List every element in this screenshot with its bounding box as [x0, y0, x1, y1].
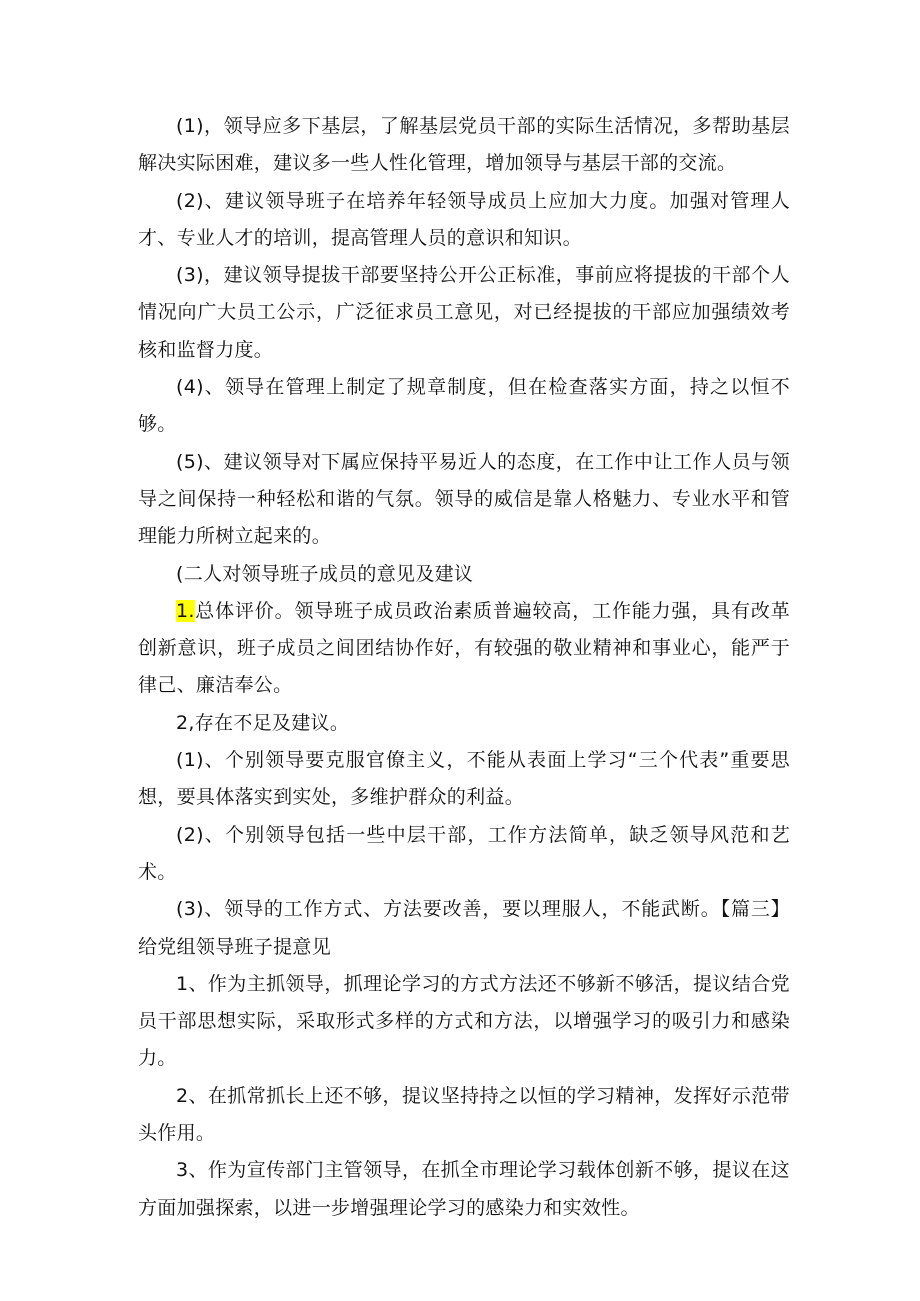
paragraph-10: 2、在抓常抓长上还不够，提议坚持持之以恒的学习精神，发挥好示范带头作用。: [138, 1084, 790, 1145]
paragraph-overall-evaluation: [138, 593, 790, 705]
paragraph-7: (2)、个别领导包括一些中层干部，工作方法简单，缺乏领导风范和艺术。: [138, 823, 790, 883]
document-body: [138, 108, 790, 1227]
paragraph-9: 1、作为主抓领导，抓理论学习的方式方法还不够新不够活，提议结合党员干部思想实际，采取形式多样的方式和方法，以增强学习的吸引力和感染力。: [138, 972, 790, 1070]
paragraph-1: (1)，领导应多下基层，了解基层党员干部的实际生活情况，多帮助基层解决实际困难，建议多一些人性化管理，增加领导与基层干部的交流。: [138, 115, 790, 175]
highlighted-number: 1.: [176, 599, 195, 622]
paragraph-shortcomings: 2,存在不足及建议。: [176, 711, 350, 734]
paragraph-11: 3、作为宣传部门主管领导，在抓全市理论学习载体创新不够，提议在这方面加强探索，以进一步增强理论学习的感染力和实效性。: [138, 1159, 790, 1219]
paragraph-5: (5)、建议领导对下属应保持平易近人的态度，在工作中让工作人员与领导之间保持一种轻松和谐的气氛。领导的威信是靠人格魅力、专业水平和管理能力所树立起来的。: [138, 450, 790, 548]
paragraph-4: (4)、领导在管理上制定了规章制度，但在检查落实方面，持之以恒不够。: [138, 376, 790, 436]
paragraph-3: (3)，建议领导提拔干部要坚持公开公正标准，事前应将提拔的干部个人情况向广大员工公示，广泛征求员工意见，对已经提拔的干部应加强绩效考核和监督力度。: [138, 264, 790, 361]
paragraph-6: (1)、个别领导要克服官僚主义，不能从表面上学习“三个代表”重要思想，要具体落实到实处，多维护群众的利益。: [138, 749, 790, 809]
overall-evaluation-text: 总体评价。领导班子成员政治素质普遍较高，工作能力强，具有改革创新意识，班子成员之间团结协作好，有较强的敬业精神和事业心，能严于律己、廉洁奉公。: [138, 599, 790, 697]
paragraph-8: (3)、领导的工作方式、方法要改善，要以理服人，不能武断。【篇三】给党组领导班子提意见: [138, 898, 790, 958]
paragraph-2: (2)、建议领导班子在培养年轻领导成员上应加大力度。加强对管理人才、专业人才的培训，提高管理人员的意识和知识。: [138, 189, 790, 249]
section-heading: (二人对领导班子成员的意见及建议: [176, 562, 474, 585]
